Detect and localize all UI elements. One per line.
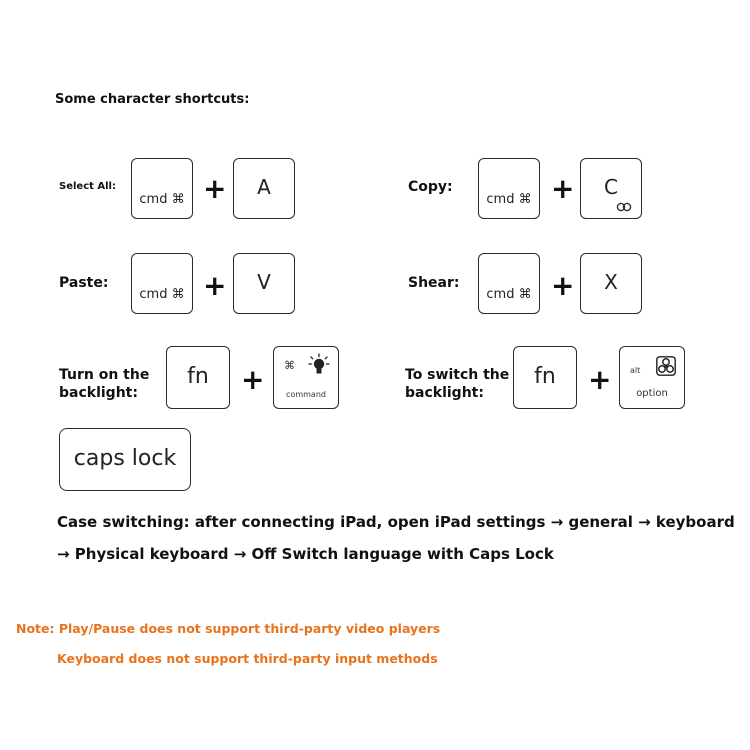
- fn-key-label: fn: [534, 364, 556, 389]
- command-key: [273, 346, 339, 409]
- paste-label: Paste:: [59, 275, 109, 291]
- x-key: [580, 253, 642, 314]
- backlight-switch-label-line1: To switch the: [405, 367, 510, 383]
- command-symbol: ⌘: [284, 359, 295, 372]
- cmd-key-label: cmd ⌘: [139, 192, 185, 207]
- backlight-switch-label-line2: backlight:: [405, 385, 484, 401]
- plus-sign: +: [203, 269, 227, 302]
- plus-sign: +: [241, 363, 265, 396]
- copy-label: Copy:: [408, 179, 453, 195]
- bulb-icon: [308, 353, 330, 377]
- v-key: [233, 253, 295, 314]
- cmd-key: [478, 158, 540, 219]
- option-word: option: [636, 388, 668, 399]
- note-line1: Note: Play/Pause does not support third-party video players: [16, 621, 441, 636]
- plus-sign: +: [551, 269, 575, 302]
- section-heading: Some character shortcuts:: [55, 92, 250, 107]
- caps-lock-key: [59, 428, 191, 491]
- fn-key: [166, 346, 230, 409]
- backlight-on-label-line1: Turn on the: [59, 367, 150, 383]
- note-line2: Keyboard does not support third-party input methods: [57, 651, 438, 666]
- x-key-label: X: [604, 270, 618, 294]
- copy-icon: [615, 202, 633, 212]
- backlight-switch-label: [405, 366, 509, 402]
- fn-key: [513, 346, 577, 409]
- a-key-label: A: [257, 175, 271, 199]
- cmd-key-label: cmd ⌘: [486, 192, 532, 207]
- v-key-label: V: [257, 270, 271, 294]
- cmd-key: [131, 253, 193, 314]
- plus-sign: +: [203, 172, 227, 205]
- shear-label: Shear:: [408, 275, 460, 291]
- fn-key-label: fn: [187, 364, 209, 389]
- c-key: [580, 158, 642, 219]
- case-switching-line1: Case switching: after connecting iPad, open iPad settings → general → keyboard: [57, 513, 735, 531]
- alt-label: alt: [630, 366, 641, 375]
- cmd-key-label: cmd ⌘: [139, 287, 185, 302]
- cmd-key: [131, 158, 193, 219]
- command-word: command: [286, 390, 326, 399]
- a-key: [233, 158, 295, 219]
- case-switching-line2: → Physical keyboard → Off Switch language with Caps Lock: [57, 545, 554, 563]
- plus-sign: +: [588, 363, 612, 396]
- plus-sign: +: [551, 172, 575, 205]
- option-key: [619, 346, 685, 409]
- fan-icon: [656, 356, 676, 376]
- backlight-on-label: [59, 366, 149, 402]
- select-all-label: Select All:: [59, 181, 116, 192]
- cmd-key-label: cmd ⌘: [486, 287, 532, 302]
- cmd-key: [478, 253, 540, 314]
- c-key-label: C: [604, 175, 618, 199]
- backlight-on-label-line2: backlight:: [59, 385, 138, 401]
- caps-lock-label: caps lock: [73, 446, 177, 471]
